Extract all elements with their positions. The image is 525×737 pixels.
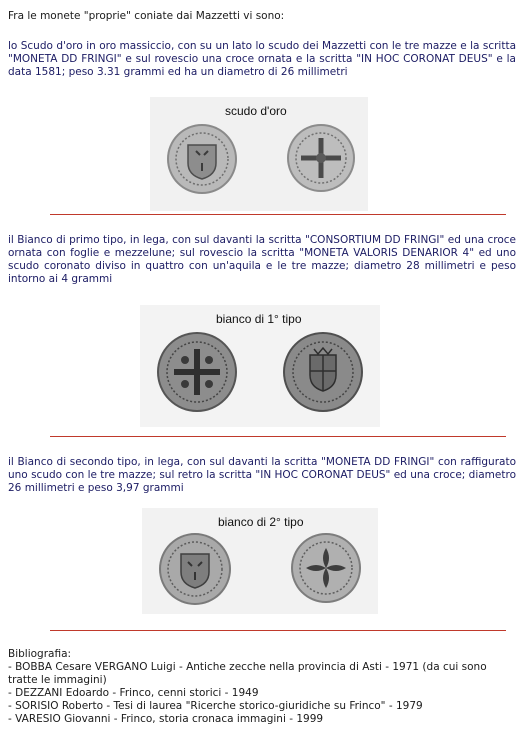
coin-reverse-image: [282, 331, 364, 413]
section-bianco-2-text: [8, 456, 516, 495]
section-description: il Bianco di primo tipo, in lega, con sul davanti la scritta "CONSORTIUM DD FRINGI" ed una croce ornata con foglie e mezzelune; sul rovescio la scritta "MONETA VALORIS DENARIOR 4" ed uno scudo coronato diviso in quattro con un'aquila e le tre mazze; diametro 28 millimetri e peso intorno ai 4 grammi: [8, 234, 516, 285]
figure-caption: scudo d'oro: [225, 104, 287, 118]
bibliography: [8, 648, 516, 726]
bibliography-item: - SORISIO Roberto - Tesi di laurea "Ricerche storico-giuridiche su Frinco" - 1979: [8, 700, 423, 712]
section-description: lo Scudo d'oro in oro massiccio, con su un lato lo scudo dei Mazzetti con le tre mazze e la scritta "MONETA DD FRINGI" e sul rovescio una croce ornata e la scritta "IN HOC CORONAT DEUS" e la data 1581; peso 3.31 grammi ed ha un diametro di 26 millimetri: [8, 40, 516, 78]
coin-reverse-image: [286, 123, 356, 193]
section-description: il Bianco di secondo tipo, in lega, con sul davanti la scritta "MONETA DD FRINGI" con raffigurato uno scudo con le tre mazze; sul retro la scritta "IN HOC CORONAT DEUS" ed una croce; diametro 26 millimetri e peso 3,97 grammi: [8, 456, 516, 494]
section-scudo-oro-text: [8, 40, 516, 79]
coin-obverse-image: [156, 331, 238, 413]
section-separator: [50, 630, 506, 631]
figure-caption: bianco di 1° tipo: [216, 312, 302, 326]
intro-line: Fra le monete "proprie" coniate dai Mazzetti vi sono:: [8, 10, 285, 22]
figure-caption: bianco di 2° tipo: [218, 515, 304, 529]
coin-reverse-image: [290, 532, 362, 604]
bibliography-title: Bibliografia:: [8, 648, 72, 660]
coin-obverse-image: [158, 532, 232, 606]
section-bianco-1-text: [8, 234, 516, 286]
intro-text: [8, 10, 516, 23]
coin-figure-scudo-oro: [150, 97, 368, 211]
coin-obverse-image: [166, 123, 238, 195]
section-separator: [50, 214, 506, 215]
bibliography-item: - BOBBA Cesare VERGANO Luigi - Antiche zecche nella provincia di Asti - 1971 (da cui sono tratte le immagini): [8, 661, 487, 686]
bibliography-item: - DEZZANI Edoardo - Frinco, cenni storici - 1949: [8, 687, 259, 699]
section-separator: [50, 436, 506, 437]
bibliography-item: - VARESIO Giovanni - Frinco, storia cronaca immagini - 1999: [8, 713, 324, 725]
coin-figure-bianco-1: [140, 305, 380, 427]
coin-figure-bianco-2: [142, 508, 378, 614]
